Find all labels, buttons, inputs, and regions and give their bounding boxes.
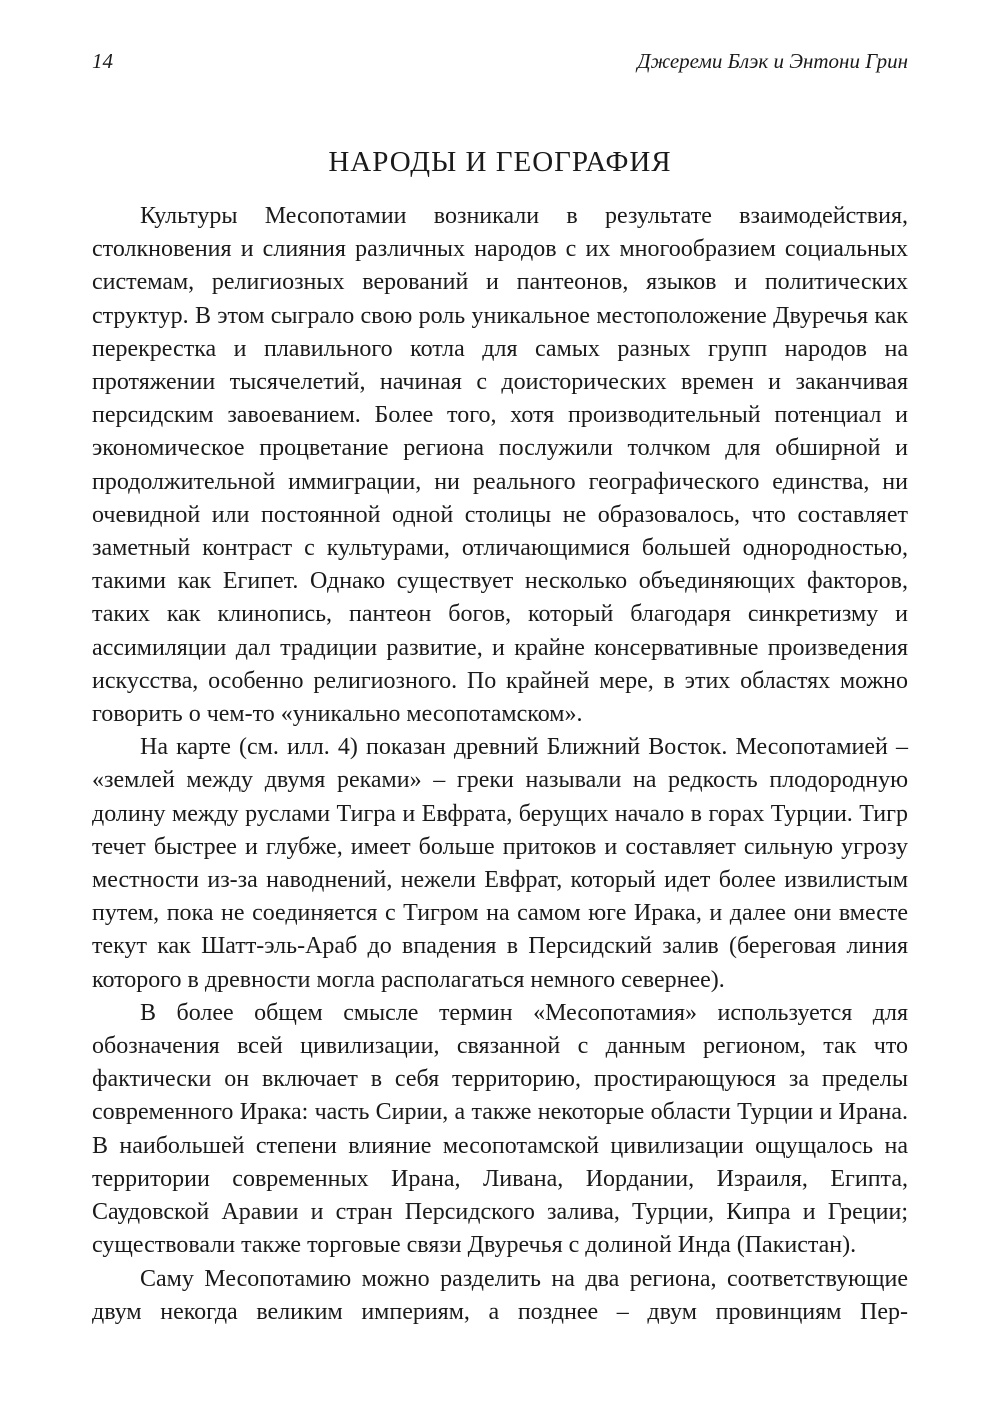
paragraph: На карте (см. илл. 4) показан древний Ближний Восток. Месопотамией – «землей между двумя реками» – греки называли на редкость плодородную долину между руслами Тигра и Евфрата, берущих начало в горах Турции. Тигр течет быстрее и глубже, имеет больше притоков и составляет сильную угрозу местности из-за наводнений, нежели Евфрат, который идет более извилистым путем, пока не соединяется с Тигром на самом юге Ирака, и далее они вместе текут как Шатт-эль-Араб до впадения в Персидский залив (береговая линия которого в древности могла располагаться немного севернее). <box>92 734 908 993</box>
paragraph: Культуры Месопотамии возникали в результате взаимодействия, столкновения и слияния различных народов с их многообразием социальных системам, религиозных верований и пантеонов, языков и политических структур. В этом сыграло свою роль уникальное местоположение Двуречья как перекрестка и плавильного котла для самых разных групп народов на протяжении тысячелетий, начиная с доисторических времен и заканчивая персидским завоеванием. Более того, хотя производительный потенциал и экономическое процветание региона послужили толчком для обширной и продолжительной иммиграции, ни реального географического единства, ни очевидной или постоянной одной столицы не образовалось, что составляет заметный контраст с культурами, отличающимися большей однородностью, такими как Египет. Однако существует несколько объединяющих факторов, таких как клинопись, пантеон богов, который благодаря синкретизму и ассимиляции дал традиции развитие, и крайне консервативные произведения искусства, особенно религиозного. По крайней мере, в этих областях можно говорить о чем-то «уникально месопотамском». <box>92 203 908 728</box>
chapter-title: НАРОДЫ И ГЕОГРАФИЯ <box>328 146 672 178</box>
running-header <box>92 46 908 76</box>
body-text <box>92 200 908 1329</box>
paragraph: Саму Месопотамию можно разделить на два региона, соответствующие двум некогда великим империям, а позднее – двум провинциям Пер- <box>92 1265 908 1325</box>
book-authors: Джереми Блэк и Энтони Грин <box>637 49 908 73</box>
paragraph: В более общем смысле термин «Месопотамия» используется для обозначения всей цивилизации, связанной с данным регионом, так что фактически он включает в себя территорию, простирающуюся за пределы современного Ирака: часть Сирии, а также некоторые области Турции и Ирана. В наибольшей степени влияние месопотамской цивилизации ощущалось на территории современных Ирана, Ливана, Иордании, Израиля, Египта, Саудовской Аравии и стран Персидского залива, Турции, Кипра и Греции; существовали также торговые связи Двуречья с долиной Инда (Пакистан). <box>92 999 908 1259</box>
page-number: 14 <box>92 49 113 73</box>
